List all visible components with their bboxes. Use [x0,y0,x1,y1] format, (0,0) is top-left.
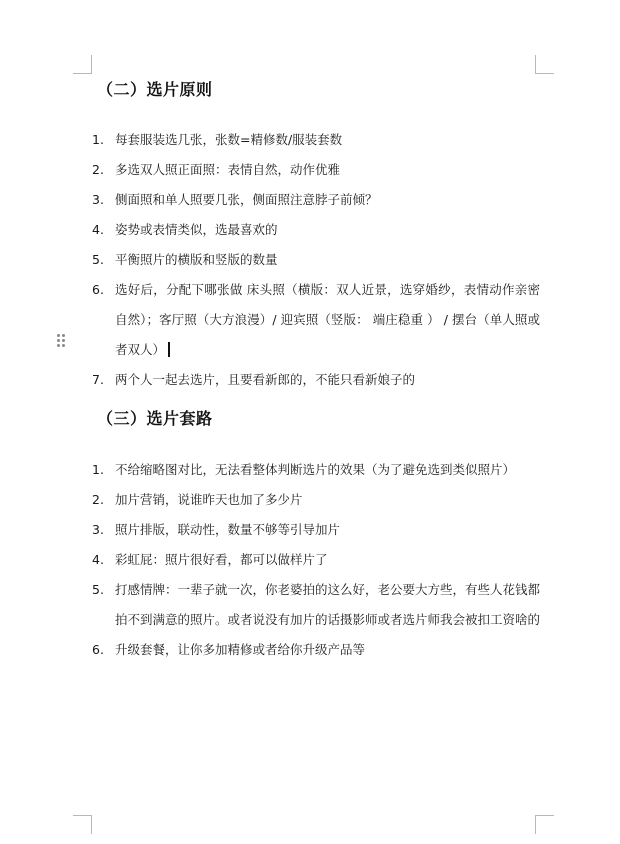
list-item-number: 3. [92,192,104,207]
list-item[interactable] [0,365,540,395]
list-item-number: 1. [92,462,104,477]
list-item-text[interactable]: 升级套餐，让你多加精修或者给你升级产品等 [115,642,366,657]
page-corner-mark-bottom-right [535,815,554,834]
list-item-text[interactable]: 侧面照和单人照要几张，侧面照注意脖子前倾？ [115,192,378,207]
list-item[interactable] [0,215,540,245]
list-item-text[interactable]: 照片排版，联动性，数量不够等引导加片 [115,522,341,537]
list-item-text[interactable]: 彩虹屁：照片很好看，都可以做样片了 [115,552,328,567]
list-item[interactable] [0,125,540,155]
list-item[interactable] [0,485,540,515]
list-item-number: 2. [92,492,104,507]
list-item-text[interactable]: 打感情牌：一辈子就一次，你老婆拍的这么好，老公要大方些，有些人花钱都拍不到满意的照片。或者说没有加片的话摄影师或者选片师我会被扣工资啥的 [115,582,541,627]
list-item-number: 1. [92,132,104,147]
list-item[interactable] [0,575,540,635]
section-heading-selection-principles[interactable]: （二）选片原则 [97,80,213,99]
list-item-number: 5. [92,252,104,267]
list-item-text[interactable]: 平衡照片的横版和竖版的数量 [115,252,278,267]
page-corner-mark-top-right [535,55,554,74]
list-item-number: 5. [92,582,104,597]
list-item-text[interactable]: 选好后，分配下哪张做 床头照（横版：双人近景，选穿婚纱，表情动作亲密自然）；客厅照（大方浪漫）/ 迎宾照（竖版： 端庄稳重 ） / 摆台（单人照或者双人） [115,282,540,357]
list-item[interactable] [0,635,540,665]
page-corner-mark-top-left [73,55,92,74]
list-item-number: 3. [92,522,104,537]
principles-list [0,125,620,395]
list-item-number: 6. [92,642,104,657]
drag-handle-icon[interactable] [57,334,66,348]
list-item[interactable] [0,245,540,275]
list-item-number: 7. [92,372,104,387]
tricks-list [0,455,620,665]
page-corner-mark-bottom-left [73,815,92,834]
list-item-number: 2. [92,162,104,177]
text-cursor [168,342,170,357]
section-heading-selection-tricks[interactable]: （三）选片套路 [97,409,213,428]
list-item[interactable] [0,515,540,545]
list-item-text[interactable]: 每套服装选几张，张数=精修数/服装套数 [115,132,343,147]
list-item[interactable] [0,185,540,215]
list-item-text[interactable]: 姿势或表情类似，选最喜欢的 [115,222,278,237]
list-item-text[interactable]: 加片营销，说谁昨天也加了多少片 [115,492,303,507]
list-item[interactable] [0,155,540,185]
list-item-number: 6. [92,282,104,297]
list-item-text-with-caret[interactable] [115,275,540,365]
list-item-number: 4. [92,222,104,237]
list-item[interactable] [0,455,540,485]
list-item-active[interactable] [0,275,540,365]
list-item[interactable] [0,545,540,575]
list-item-text[interactable]: 多选双人照正面照：表情自然，动作优雅 [115,162,341,177]
list-item-text[interactable]: 两个人一起去选片，且要看新郎的，不能只看新娘子的 [115,372,416,387]
list-item-text[interactable]: 不给缩略图对比，无法看整体判断选片的效果（为了避免选到类似照片） [115,462,516,477]
list-item-number: 4. [92,552,104,567]
